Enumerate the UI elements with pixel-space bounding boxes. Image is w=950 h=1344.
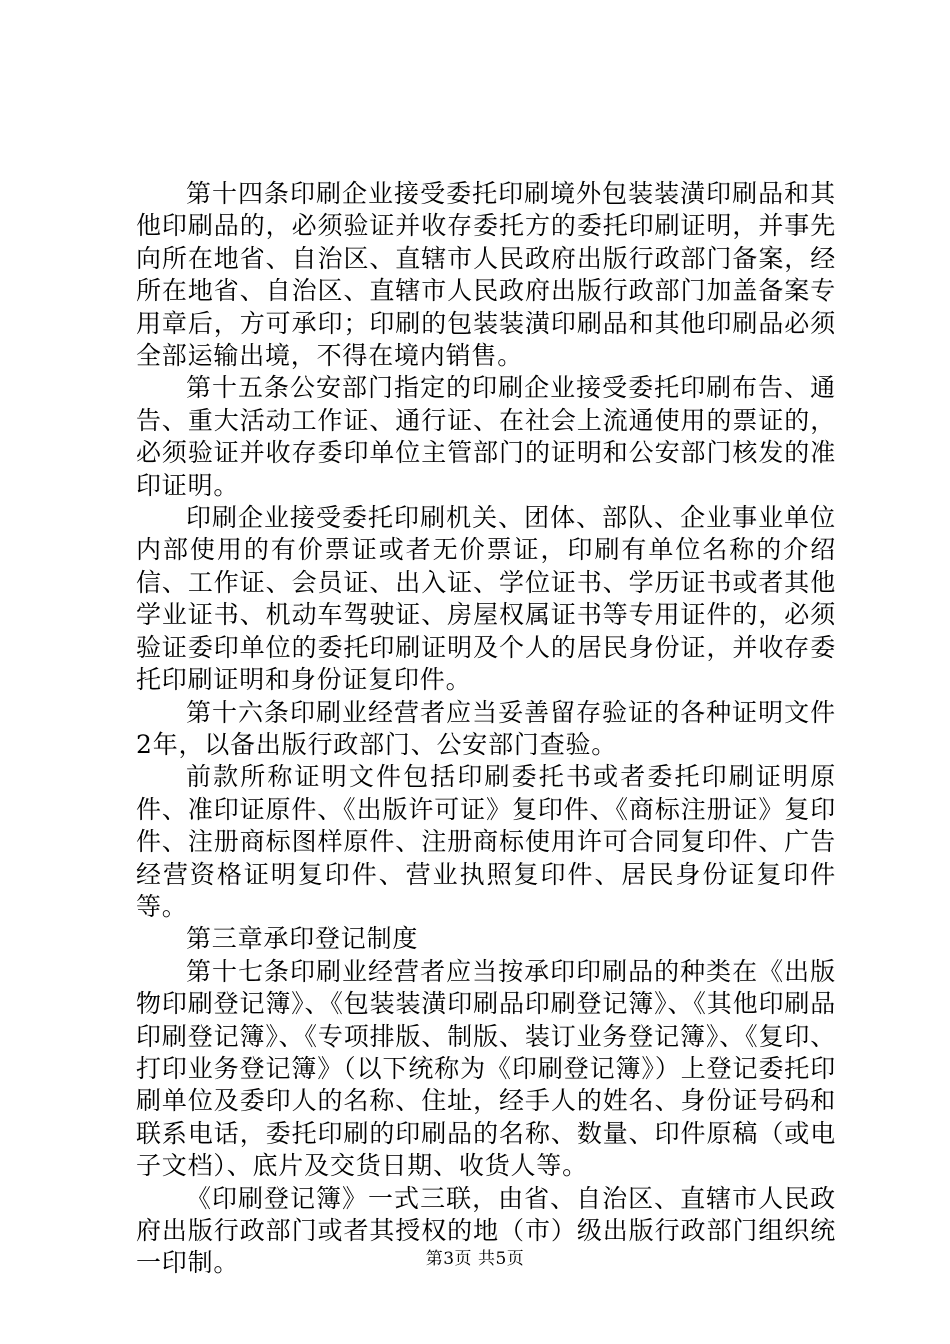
paragraph-article-15: 第十五条公安部门指定的印刷企业接受委托印刷布告、通告、重大活动工作证、通行证、在社会上流通使用的票证的，必须验证并收存委印单位主管部门的证明和公安部门核发的准印证明。 bbox=[136, 373, 836, 500]
chapter-heading: 第三章承印登记制度 bbox=[186, 924, 419, 954]
paragraph-article-14: 第十四条印刷企业接受委托印刷境外包装装潢印刷品和其他印刷品的，必须验证并收存委托方的委托印刷证明，并事先向所在地省、自治区、直辖市人民政府出版行政部门备案，经所在地省、自治区、直辖市人民政府出版行政部门加盖备案专用章后，方可承印；印刷的包装装潢印刷品和其他印刷品必须全部运输出境，不得在境内销售。 bbox=[136, 179, 836, 371]
paragraph-article-15-cont: 印刷企业接受委托印刷机关、团体、部队、企业事业单位内部使用的有价票证或者无价票证，印刷有单位名称的介绍信、工作证、会员证、出入证、学位证书、学历证书或者其他学业证书、机动车驾驶证、房屋权属证书等专用证件的，必须验证委印单位的委托印刷证明及个人的居民身份证，并收存委托印刷证明和身份证复印件。 bbox=[136, 503, 836, 695]
document-body bbox=[136, 178, 836, 1280]
paragraph-article-17: 第十七条印刷业经营者应当按承印印刷品的种类在《出版物印刷登记簿》、《包装装潢印刷品印刷登记簿》、《其他印刷品印刷登记簿》、《专项排版、制版、装订业务登记簿》、《复印、打印业务登记簿》（以下统称为《印刷登记簿》）上登记委托印刷单位及委印人的名称、住址，经手人的姓名、身份证号码和联系电话，委托印刷的印刷品的名称、数量、印件原稿（或电子文档）、底片及交货日期、收货人等。 bbox=[136, 956, 836, 1181]
page-footer: 第3页 共5页 bbox=[425, 1249, 525, 1269]
paragraph-article-17-cont: 《印刷登记簿》一式三联，由省、自治区、直辖市人民政府出版行政部门或者其授权的地（市）级出版行政部门组织统一印制。 bbox=[136, 1183, 836, 1278]
paragraph-article-16: 第十六条印刷业经营者应当妥善留存验证的各种证明文件2年，以备出版行政部门、公安部门查验。 bbox=[136, 697, 836, 759]
paragraph-article-16-cont: 前款所称证明文件包括印刷委托书或者委托印刷证明原件、准印证原件、《出版许可证》复印件、《商标注册证》复印件、注册商标图样原件、注册商标使用许可合同复印件、广告经营资格证明复印件、营业执照复印件、居民身份证复印件等。 bbox=[136, 762, 836, 921]
